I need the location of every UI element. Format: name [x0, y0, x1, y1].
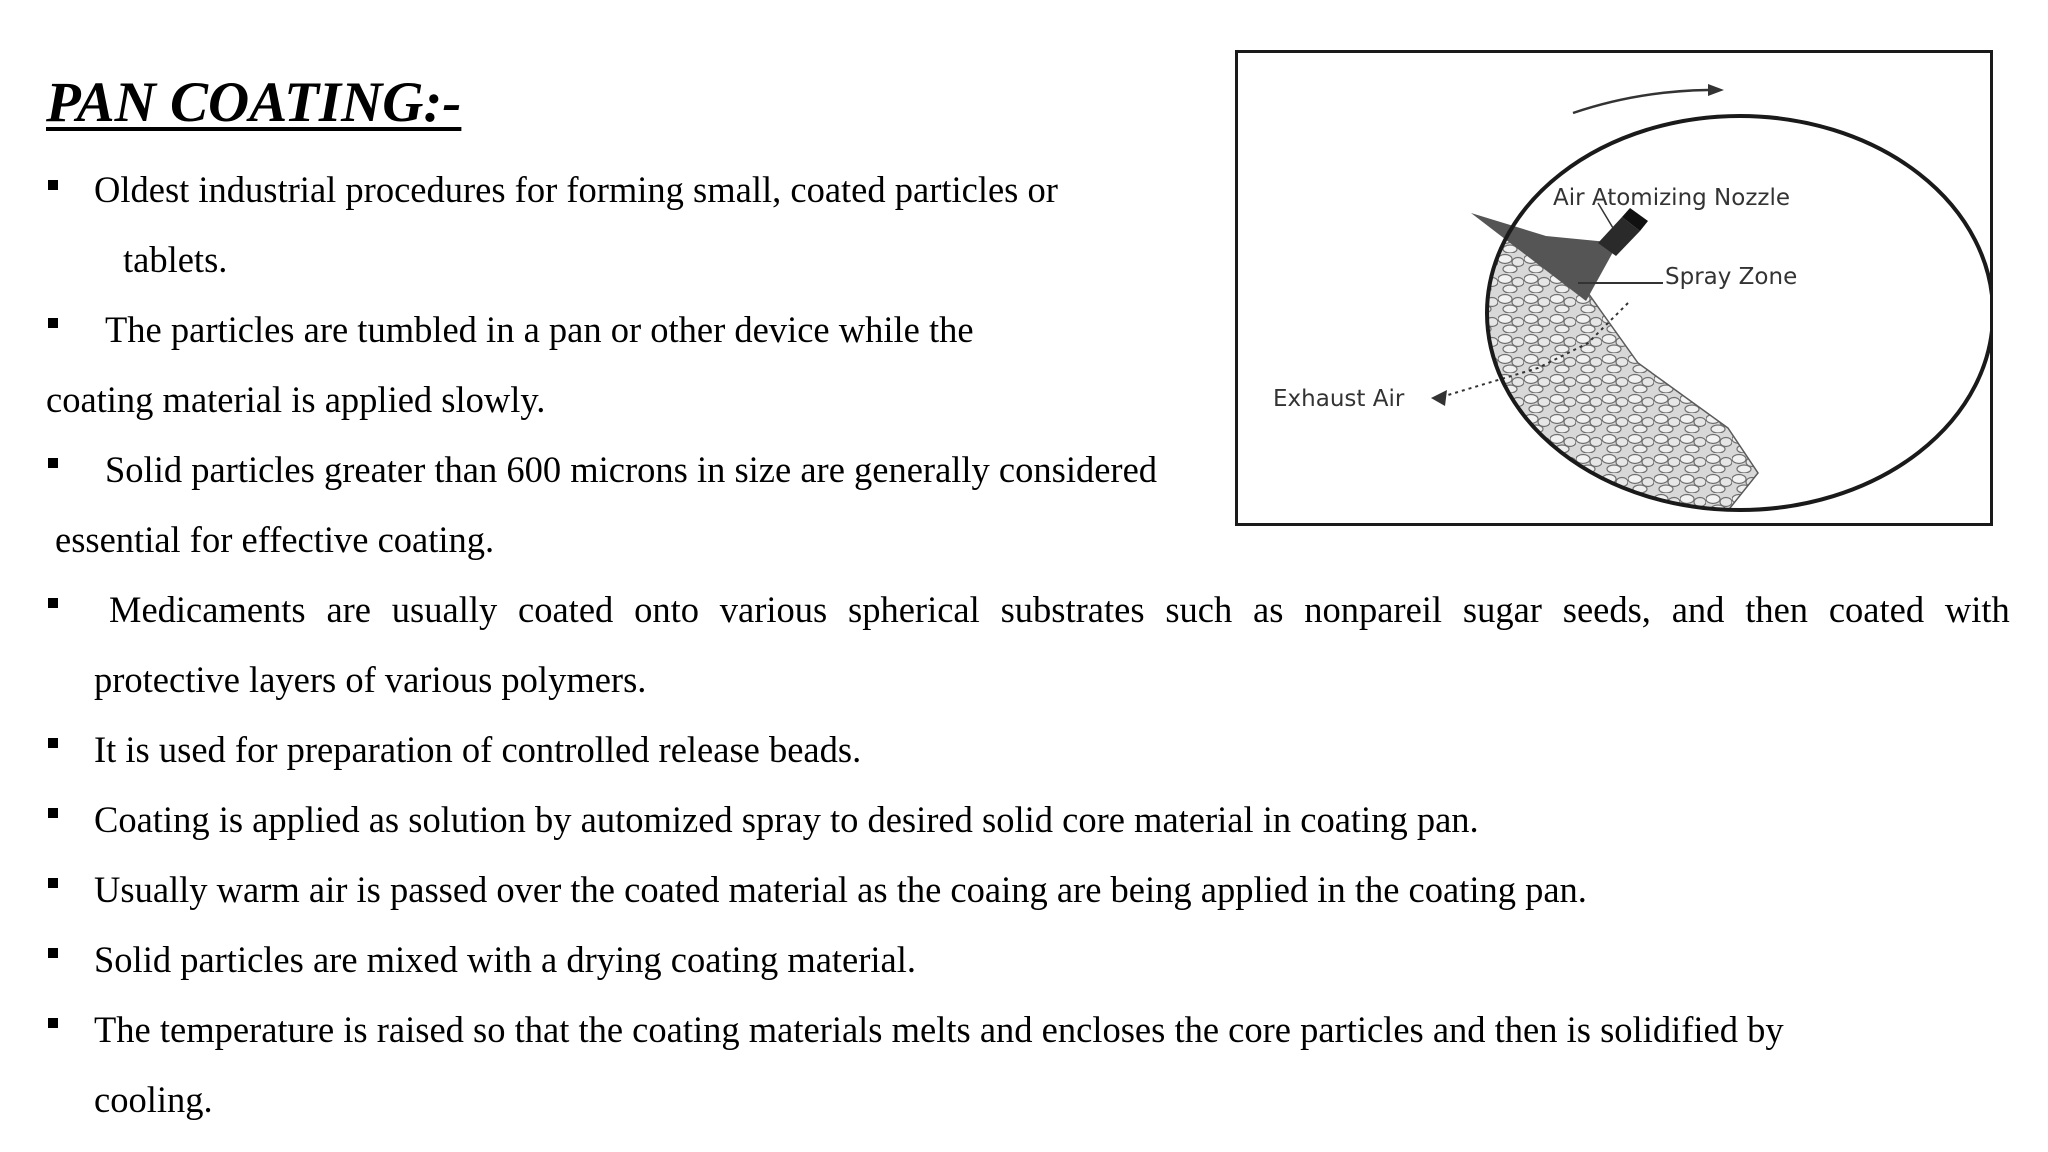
label-air-atomizing-nozzle: Air Atomizing Nozzle [1553, 185, 1791, 211]
justified-word: coated [1828, 589, 1925, 630]
justified-word: various [719, 589, 828, 630]
justified-word: usually [391, 589, 498, 630]
bullet-text-line: Solid particles greater than 600 microns in size are generally considered [105, 449, 1158, 490]
justified-word: sugar [1462, 589, 1542, 630]
bullet-marker [48, 598, 58, 608]
bullet-marker [48, 318, 58, 328]
slide-title: PAN COATING:- [46, 71, 462, 134]
bullet-marker [48, 1018, 58, 1028]
bullet-text-line: Solid particles are mixed with a drying coating material. [94, 939, 917, 980]
label-exhaust-air: Exhaust Air [1273, 386, 1405, 412]
bullet-text-line: The temperature is raised so that the coating materials melts and encloses the core particles and then is solidified by [94, 1009, 1784, 1050]
bullet-marker [48, 948, 58, 958]
rotation-arrow [1573, 90, 1708, 113]
justified-word: nonpareil [1304, 589, 1443, 630]
justified-word: spherical [848, 589, 980, 630]
justified-word: substrates [1000, 589, 1145, 630]
justified-word: onto [634, 589, 699, 630]
justified-word: coated [518, 589, 614, 630]
justified-word: are [326, 589, 371, 630]
justified-word: seeds, [1562, 589, 1651, 630]
pan-coating-diagram [1235, 50, 1993, 526]
justified-word: such [1165, 589, 1233, 630]
bullet-text-line: Coating is applied as solution by automized spray to desired solid core material in coating pan. [94, 799, 1479, 840]
bullet-marker [48, 458, 58, 468]
bullet-text-line [109, 589, 2010, 630]
justified-word: Medicaments [109, 589, 306, 630]
exhaust-arrowhead [1431, 390, 1447, 406]
bullet-text-line: coating material is applied slowly. [46, 379, 546, 420]
bullet-marker [48, 808, 58, 818]
bullet-text-line: It is used for preparation of controlled release beads. [94, 729, 862, 770]
justified-word: then [1745, 589, 1809, 630]
label-spray-zone: Spray Zone [1665, 264, 1798, 290]
bullet-text-line: Oldest industrial procedures for forming small, coated particles or [94, 169, 1058, 210]
bullet-text-line: essential for effective coating. [55, 519, 495, 560]
bullet-text-line: tablets. [123, 239, 228, 280]
bullet-marker [48, 180, 58, 190]
bullet-marker [48, 878, 58, 888]
bullet-text-line: protective layers of various polymers. [94, 659, 647, 700]
justified-word: and [1671, 589, 1725, 630]
rotation-arrowhead [1708, 84, 1724, 96]
bullet-text-line: Usually warm air is passed over the coated material as the coaing are being applied in the coating pan. [94, 869, 1587, 910]
bullet-text-line: The particles are tumbled in a pan or other device while the [105, 309, 974, 350]
justified-word: with [1944, 589, 2010, 630]
bullet-marker [48, 738, 58, 748]
justified-word: as [1253, 589, 1284, 630]
bullet-text-line: cooling. [94, 1079, 213, 1120]
